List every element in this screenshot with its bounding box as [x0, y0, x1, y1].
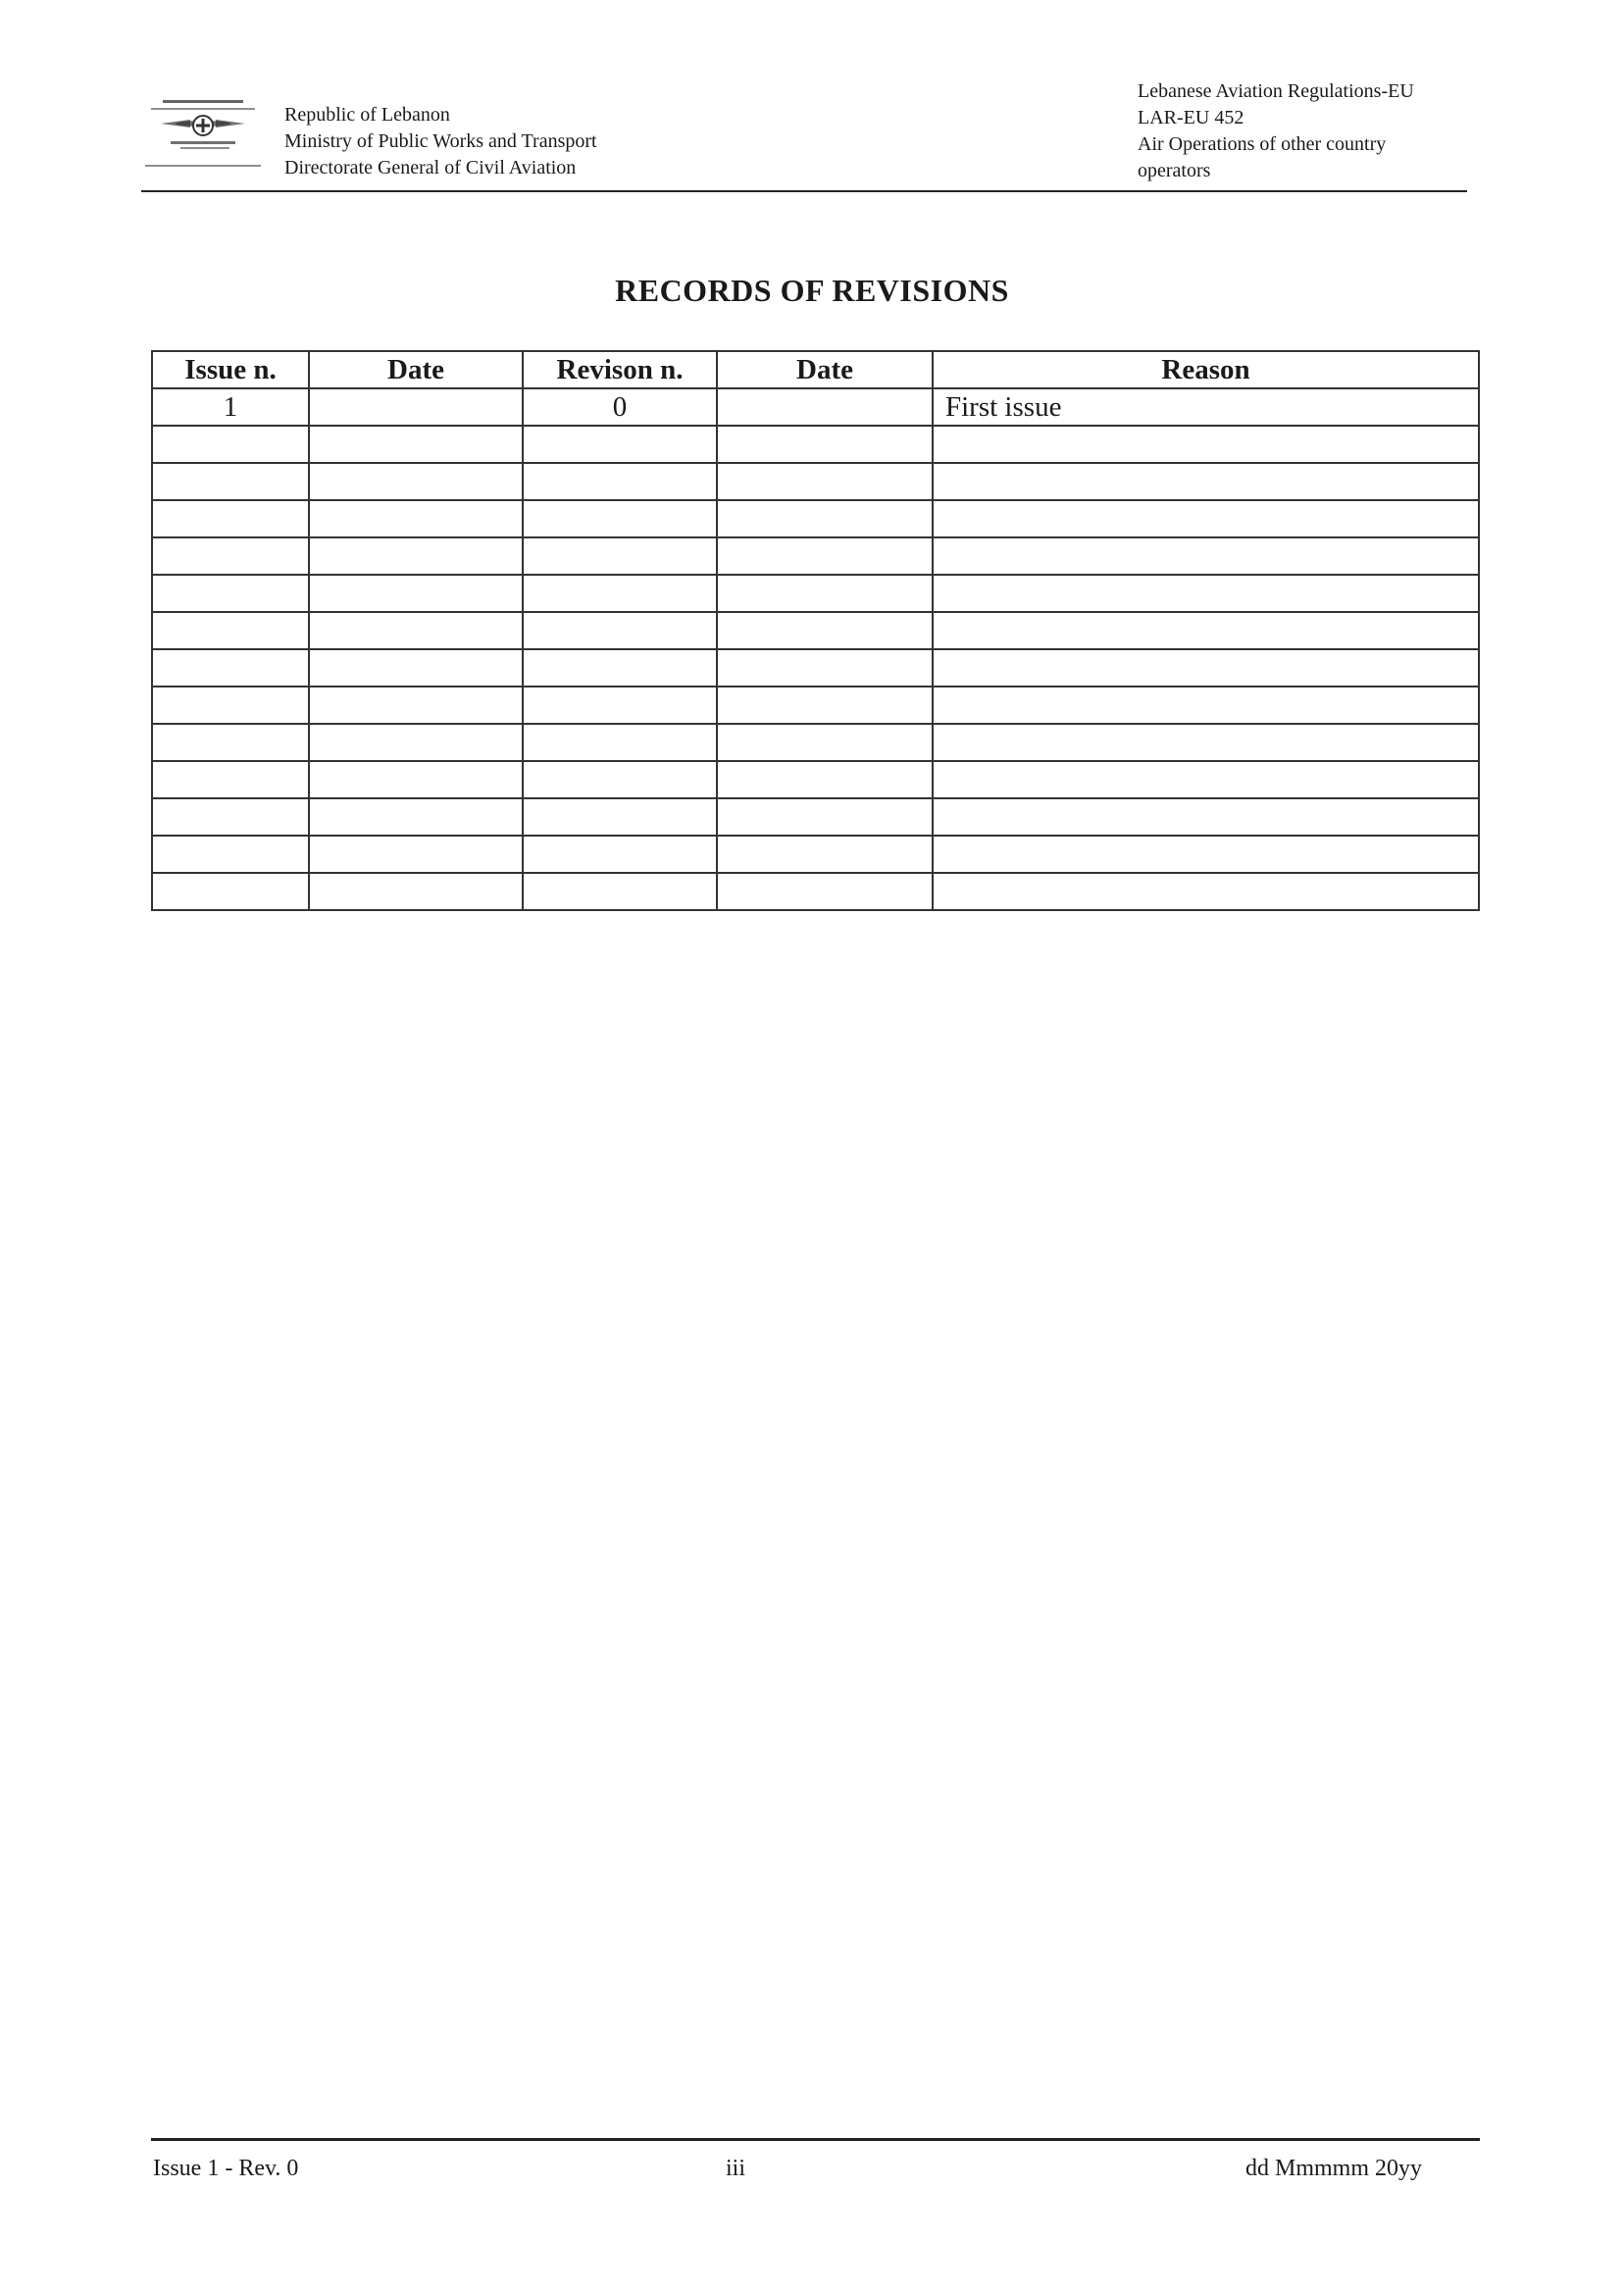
issue-cell	[152, 612, 309, 649]
issue-date-cell	[309, 836, 523, 873]
table-row	[152, 836, 1479, 873]
column-header-issue-date: Date	[309, 351, 523, 388]
revisions-table	[151, 350, 1480, 911]
reason-cell	[933, 724, 1479, 761]
issue-cell	[152, 649, 309, 687]
issue-date-cell	[309, 575, 523, 612]
issue-date-cell	[309, 388, 523, 426]
revision-cell	[523, 463, 717, 500]
table-row	[152, 873, 1479, 910]
revision-cell	[523, 537, 717, 575]
revision-cell	[523, 500, 717, 537]
table-row	[152, 612, 1479, 649]
issue-date-cell	[309, 463, 523, 500]
table-row	[152, 687, 1479, 724]
revision-cell	[523, 724, 717, 761]
table-row	[152, 798, 1479, 836]
table-row	[152, 537, 1479, 575]
dgca-lebanon-emblem-icon	[141, 98, 265, 177]
issue-cell	[152, 761, 309, 798]
reason-cell	[933, 500, 1479, 537]
revision-cell	[523, 761, 717, 798]
table-row	[152, 575, 1479, 612]
issue-cell	[152, 500, 309, 537]
table-row	[152, 724, 1479, 761]
issue-cell	[152, 798, 309, 836]
issue-cell	[152, 575, 309, 612]
page-header	[141, 76, 1467, 192]
issue-date-cell	[309, 426, 523, 463]
table-row	[152, 500, 1479, 537]
reason-cell	[933, 798, 1479, 836]
organization-line: Directorate General of Civil Aviation	[284, 157, 577, 178]
issue-cell	[152, 724, 309, 761]
issue-date-cell	[309, 500, 523, 537]
revision-date-cell	[717, 724, 933, 761]
footer-divider	[151, 2138, 1480, 2141]
revision-cell	[523, 873, 717, 910]
revision-date-cell	[717, 649, 933, 687]
organization-line: Ministry of Public Works and Transport	[284, 130, 597, 152]
table-header-row	[152, 351, 1479, 388]
revision-cell	[523, 798, 717, 836]
revision-cell	[523, 649, 717, 687]
regulation-line: LAR-EU 452	[1138, 107, 1244, 128]
issue-cell	[152, 426, 309, 463]
footer-page-number: iii	[725, 2156, 745, 2181]
reason-cell: First issue	[933, 388, 1479, 426]
organization-block	[284, 102, 597, 181]
page-title: RECORDS OF REVISIONS	[615, 273, 1009, 308]
revision-date-cell	[717, 836, 933, 873]
reason-cell	[933, 575, 1479, 612]
issue-cell	[152, 537, 309, 575]
regulation-line: operators	[1138, 160, 1211, 181]
issue-cell	[152, 873, 309, 910]
reason-cell	[933, 873, 1479, 910]
organization-line: Republic of Lebanon	[284, 104, 450, 126]
issue-cell	[152, 687, 309, 724]
issue-cell	[152, 836, 309, 873]
revision-cell	[523, 426, 717, 463]
revision-date-cell	[717, 761, 933, 798]
issue-cell	[152, 463, 309, 500]
reason-cell	[933, 836, 1479, 873]
regulation-block	[1138, 78, 1414, 184]
revision-cell	[523, 836, 717, 873]
revision-date-cell	[717, 388, 933, 426]
revision-cell: 0	[523, 388, 717, 426]
revision-date-cell	[717, 798, 933, 836]
revision-date-cell	[717, 426, 933, 463]
reason-cell	[933, 537, 1479, 575]
reason-cell	[933, 649, 1479, 687]
revision-cell	[523, 687, 717, 724]
table-row	[152, 388, 1479, 426]
revision-date-cell	[717, 575, 933, 612]
issue-date-cell	[309, 649, 523, 687]
revision-cell	[523, 575, 717, 612]
revision-date-cell	[717, 873, 933, 910]
revision-cell	[523, 612, 717, 649]
table-row	[152, 463, 1479, 500]
reason-cell	[933, 687, 1479, 724]
reason-cell	[933, 612, 1479, 649]
revision-date-cell	[717, 500, 933, 537]
reason-cell	[933, 761, 1479, 798]
footer-issue-revision: Issue 1 - Rev. 0	[153, 2156, 299, 2181]
table-row	[152, 649, 1479, 687]
revision-date-cell	[717, 687, 933, 724]
reason-cell	[933, 426, 1479, 463]
issue-date-cell	[309, 537, 523, 575]
issue-date-cell	[309, 612, 523, 649]
reason-cell	[933, 463, 1479, 500]
issue-date-cell	[309, 798, 523, 836]
issue-date-cell	[309, 873, 523, 910]
table-row	[152, 426, 1479, 463]
regulation-line: Lebanese Aviation Regulations-EU	[1138, 80, 1414, 102]
revision-date-cell	[717, 463, 933, 500]
column-header-revision: Revison n.	[523, 351, 717, 388]
column-header-reason: Reason	[933, 351, 1479, 388]
issue-cell: 1	[152, 388, 309, 426]
column-header-revision-date: Date	[717, 351, 933, 388]
revision-date-cell	[717, 537, 933, 575]
footer-date: dd Mmmmm 20yy	[1245, 2156, 1423, 2181]
column-header-issue: Issue n.	[152, 351, 309, 388]
issue-date-cell	[309, 724, 523, 761]
table-row	[152, 761, 1479, 798]
revision-date-cell	[717, 612, 933, 649]
regulation-line: Air Operations of other country	[1138, 133, 1387, 155]
issue-date-cell	[309, 761, 523, 798]
issue-date-cell	[309, 687, 523, 724]
